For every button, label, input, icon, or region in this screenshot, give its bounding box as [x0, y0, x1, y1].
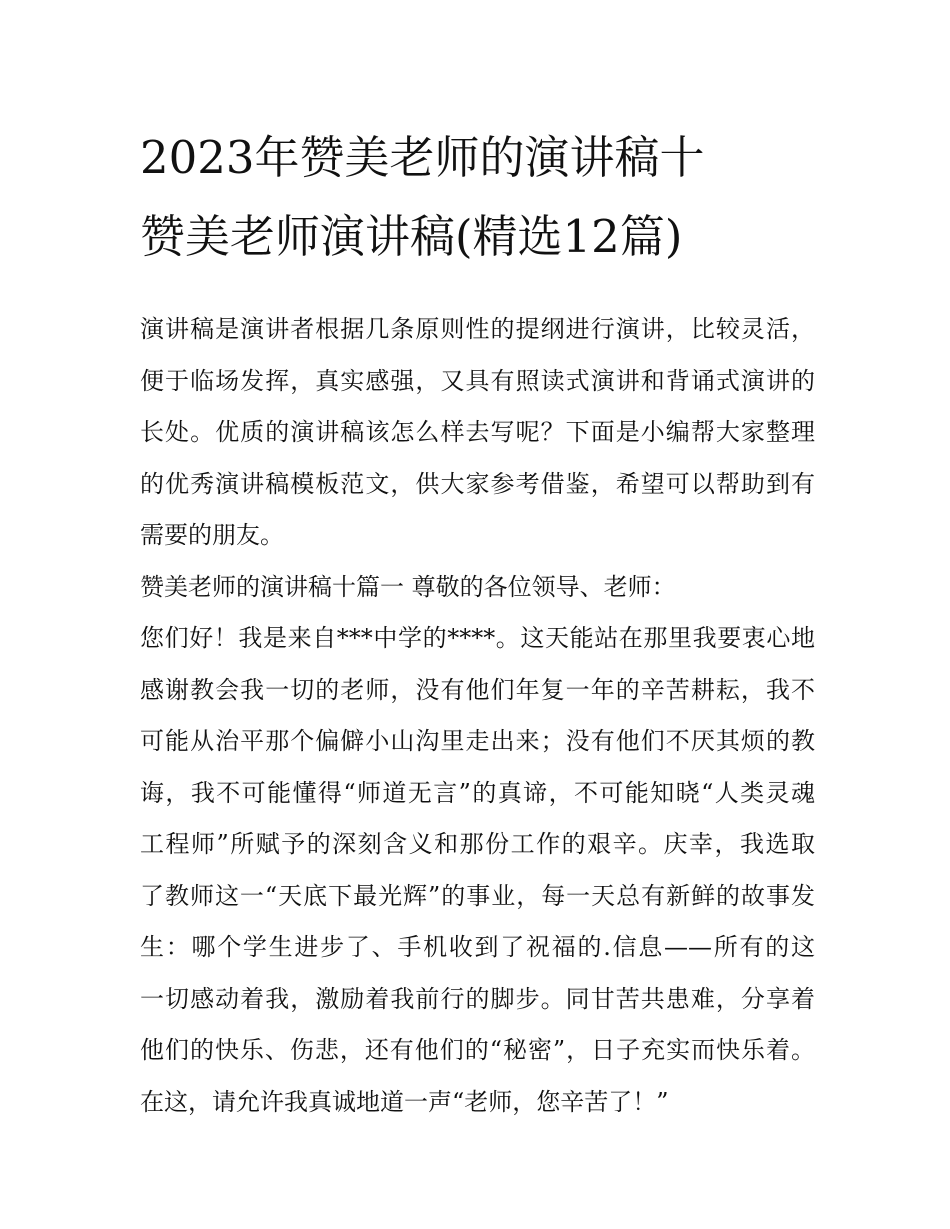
- text-line: 了教师这一“天底下最光辉”的事业，每一天总有新鲜的故事发: [140, 881, 815, 910]
- title-line-1: 2023年赞美老师的演讲稿十: [140, 131, 705, 184]
- text-line: 的优秀演讲稿模板范文，供大家参考借鉴，希望可以帮助到有: [140, 469, 815, 498]
- title-line-2: 赞美老师演讲稿(精选12篇): [140, 210, 683, 263]
- document-title: [140, 118, 815, 276]
- text-line: 一切感动着我，激励着我前行的脚步。同甘苦共患难，分享着: [140, 984, 815, 1013]
- paragraph-intro: [140, 304, 815, 562]
- text-line: 需要的朋友。: [140, 521, 284, 549]
- text-line: 演讲稿是演讲者根据几条原则性的提纲进行演讲，比较灵活，: [140, 315, 815, 343]
- document-page: [140, 118, 815, 1128]
- text-line: 您们好！我是来自***中学的****。这天能站在那里我要衷心地: [140, 624, 815, 652]
- text-line: 他们的快乐、伤悲，还有他们的“秘密”，日子充实而快乐着。: [140, 1036, 815, 1064]
- paragraph-speech: [140, 613, 815, 1128]
- text-line: 长处。优质的演讲稿该怎么样去写呢？下面是小编帮大家整理: [140, 418, 815, 446]
- text-line: 诲，我不可能懂得“师道无言”的真谛，不可能知晓“人类灵魂: [140, 778, 815, 807]
- text-line: 便于临场发挥，真实感强，又具有照读式演讲和背诵式演讲的: [140, 366, 815, 395]
- text-line: 可能从治平那个偏僻小山沟里走出来；没有他们不厌其烦的教: [140, 727, 815, 755]
- text-line: 工程师”所赋予的深刻含义和那份工作的艰辛。庆幸，我选取: [140, 830, 815, 858]
- document-body: [140, 304, 815, 1128]
- text-line: 赞美老师的演讲稿十篇一 尊敬的各位领导、老师：: [140, 572, 676, 601]
- text-line: 在这，请允许我真诚地道一声“老师，您辛苦了！”: [140, 1087, 669, 1116]
- paragraph-heading: [140, 562, 815, 614]
- text-line: 生：哪个学生进步了、手机收到了祝福的.信息——所有的这: [140, 933, 815, 961]
- text-line: 感谢教会我一切的老师，没有他们年复一年的辛苦耕耘，我不: [140, 675, 815, 704]
